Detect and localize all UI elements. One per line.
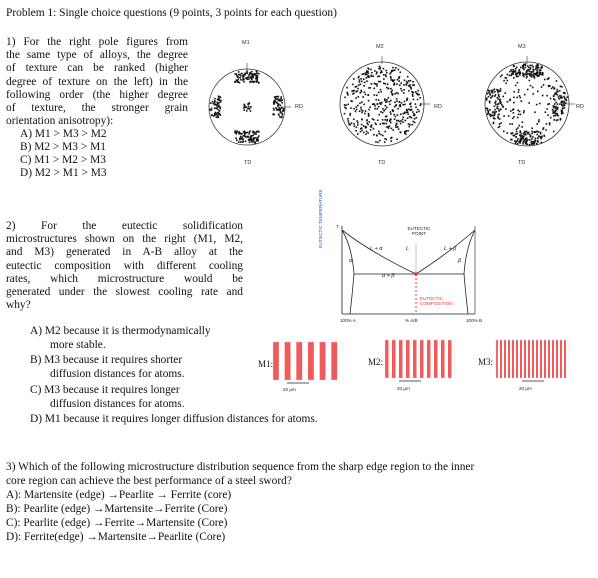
q3-option-a[interactable]: A): Martensite (edge) →Pearlite → Ferrite (core) [6,489,232,501]
q1-line: the same type of alloys, the degree [6,49,188,62]
td-label: TD [378,160,386,166]
microstructure-m1 [273,342,349,384]
micro-label: M2: [368,357,384,367]
microstructure-m3 [496,340,572,384]
eutectic-temperature-label: EUTECTIC TEMPERATURE [318,189,323,248]
pole-figure-m2 [325,40,445,175]
microstructure-m2 [385,340,461,384]
rd-label: RD [576,104,584,110]
alpha-label: α [349,258,353,264]
q1-option-b[interactable]: B) M2 > M3 > M1 [20,141,106,153]
q1-line: degree of texture on the left) in the [6,75,188,88]
td-label: TD [518,160,526,166]
q2-line: microstructures shown on the right (M1, M2, [6,233,243,246]
alpha-beta-label: α + β [382,273,395,279]
liquid-label: L [406,246,410,252]
q2-line: why? [6,299,31,312]
rd-label: RD [434,104,442,110]
x-label-mid: % A/B [405,318,418,323]
pole-figure-m1 [200,40,310,175]
beta-label: β [458,258,462,264]
q1-line: of texture, the stronger grain [6,102,188,115]
q2-option-b-cont: diffusion distances for atoms. [50,368,185,380]
q1-option-c[interactable]: C) M1 > M2 > M3 [20,154,106,166]
q2-option-c-cont: diffusion distances for atoms. [50,398,185,410]
q2-line: eutectic composition with different cooling [6,259,243,272]
temperature-axis-label: T [336,224,339,229]
x-label-left: 100% A [340,318,356,323]
q2-option-c[interactable]: C) M3 because it requires longer [30,384,180,396]
problem-header: Problem 1: Single choice questions (9 points, 3 points for each question) [6,7,337,19]
pole-figure-title: M2 [376,44,384,50]
q3-option-b[interactable]: B): Pearlite (edge) →Martensite→Ferrite (Core) [6,503,228,515]
q1-line: of texture can be ranked (higher [6,62,188,75]
td-label: TD [244,160,252,166]
scale-bar-label: 20 μm [397,386,410,391]
l-alpha-label: L + α [370,246,383,252]
eutectic-composition-label: EUTECTIC COMPOSITION [420,296,453,306]
q1-option-a[interactable]: A) M1 > M3 > M2 [20,128,107,140]
q3-line: core region can achieve the best performance of a steel sword? [6,475,292,487]
pole-figure-m3 [470,40,590,175]
micro-label: M3: [478,357,494,367]
q1-line: orientation anisotropy): [6,115,114,128]
q1-option-d[interactable]: D) M2 > M1 > M3 [20,167,107,179]
pole-figure-title: M1 [242,40,250,46]
scale-bar-label: 20 μm [283,387,296,392]
q2-line: rates, which microstructure would be [6,272,243,285]
q2-option-a[interactable]: A) M2 because it is thermodynamically [30,325,211,337]
q3-option-c[interactable]: C): Pearlite (edge) →Ferrite→Martensite (Core) [6,517,228,529]
q2-option-a-cont: more stable. [50,339,106,351]
q2-line: and M3) generated in A-B alloy at the [6,246,243,259]
q1-line: 1) For the right pole figures from [6,36,188,48]
q2-option-d[interactable]: D) M1 because it requires longer diffusion distances for atoms. [30,413,318,425]
q2-option-b[interactable]: B) M3 because it requires shorter [30,354,183,366]
l-beta-label: L + β [444,246,457,252]
q2-line: 2) For the eutectic solidification [6,220,243,232]
x-label-right: 100% B [466,318,483,323]
eutectic-point-label: EUTECTIC POINT [407,226,431,236]
micro-label: M1: [258,359,274,369]
q1-line: following order (the higher degree [6,88,188,101]
scale-bar-label: 20 μm [519,386,532,391]
q2-line: generated under the slowest cooling rate and [6,286,243,299]
question-2 [6,220,243,312]
q3-option-d[interactable]: D): Ferrite(edge) →Martensite→Pearlite (Core) [6,531,226,543]
q3-line: 3) Which of the following microstructure distribution sequence from the sharp edge region to the inner [6,461,475,473]
rd-label: RD [295,104,303,110]
question-1 [6,36,188,128]
pole-figure-title: M3 [518,44,526,50]
